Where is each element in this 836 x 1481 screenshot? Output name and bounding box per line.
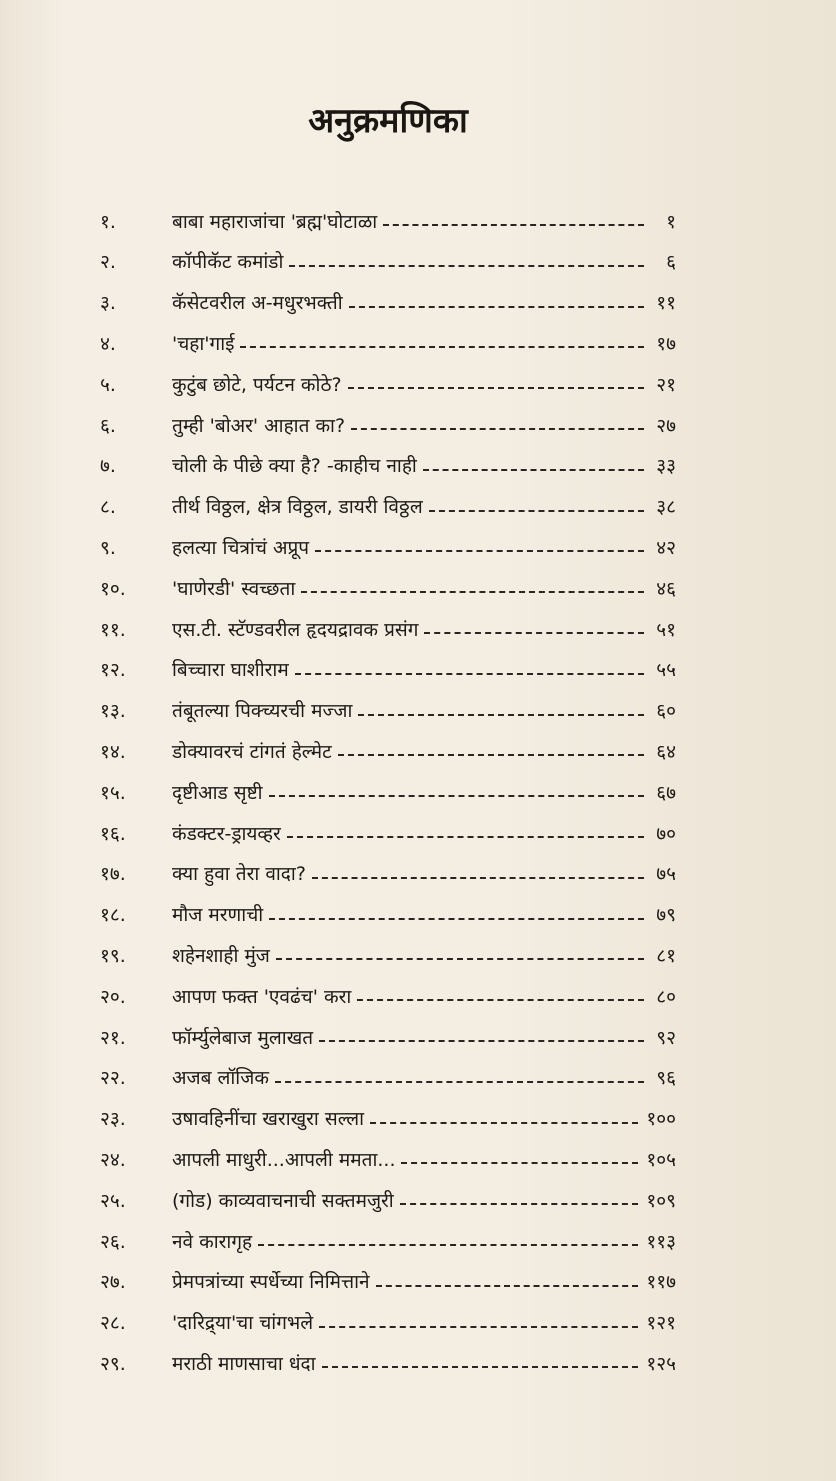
toc-entry <box>100 855 676 895</box>
toc-entry-number: २९. <box>100 1352 126 1375</box>
toc-entry-number: ९. <box>100 536 116 559</box>
toc-entry-page: ४२ <box>656 536 676 559</box>
toc-entry-page: १२१ <box>646 1312 676 1335</box>
toc-entry-page: ६० <box>656 700 676 723</box>
toc-entry-number: ७. <box>100 455 116 478</box>
toc-entry <box>100 1181 676 1221</box>
toc-entry <box>100 1140 676 1180</box>
toc-entry-number: २. <box>100 251 116 274</box>
dotted-leader <box>301 591 644 593</box>
toc-entry-title: कंडक्टर-ड्रायव्हर <box>172 822 281 845</box>
toc-entry-number: १९. <box>100 944 126 967</box>
toc-entry-title: अजब लॉजिक <box>172 1067 269 1090</box>
toc-entry-page: ३३ <box>656 455 676 478</box>
dotted-leader <box>275 1081 644 1083</box>
toc-entry <box>100 692 676 732</box>
toc-entry-title: तंबूतल्या पिक्च्यरची मज्जा <box>172 700 353 723</box>
toc-entry-title: हलत्या चित्रांचं अप्रूप <box>172 536 310 559</box>
toc-entry-page: ७९ <box>656 904 676 927</box>
dotted-leader <box>383 224 644 226</box>
toc-entry-page: २७ <box>656 414 676 437</box>
toc-entry-number: ५. <box>100 373 116 396</box>
page-title: अनुक्रमणिका <box>308 101 468 141</box>
toc-entry-number: २५. <box>100 1189 126 1212</box>
toc-entry-title: बिच्चारा घाशीराम <box>172 659 289 682</box>
dotted-leader <box>358 714 644 716</box>
dotted-leader <box>295 673 644 675</box>
toc-entry-title: एस.टी. स्टॅण्डवरील हृदयद्रावक प्रसंग <box>172 618 419 641</box>
toc-entry <box>100 243 676 283</box>
dotted-leader <box>401 1162 638 1164</box>
toc-entry-number: १८. <box>100 904 126 927</box>
toc-entry-number: २४. <box>100 1148 126 1171</box>
toc-entry <box>100 1304 676 1344</box>
toc-entry-number: १६. <box>100 822 126 845</box>
toc-entry-page: १०९ <box>646 1189 676 1212</box>
toc-entry <box>100 488 676 528</box>
toc-entry-number: २७. <box>100 1271 126 1294</box>
toc-entry-title: आपली माधुरी...आपली ममता... <box>172 1148 396 1171</box>
toc-entry-title: मराठी माणसाचा धंदा <box>172 1352 316 1375</box>
toc-entry-title: नवे कारागृह <box>172 1230 253 1253</box>
toc-entry-number: १०. <box>100 577 126 600</box>
toc-entry <box>100 732 676 772</box>
toc-entry-number: २१. <box>100 1026 126 1049</box>
toc-entry <box>100 365 676 405</box>
dotted-leader <box>258 1244 638 1246</box>
toc-entry-page: ६ <box>666 251 676 274</box>
dotted-leader <box>322 1366 639 1368</box>
toc-entry-page: ११३ <box>646 1230 676 1253</box>
toc-entry <box>100 528 676 568</box>
toc-entry-title: तुम्ही 'बोअर' आहात का? <box>172 414 346 437</box>
toc-entry-page: ८० <box>656 985 676 1008</box>
toc-entry <box>100 1100 676 1140</box>
toc-entry-title: 'घाणेरडी' स्वच्छता <box>172 577 296 600</box>
toc-entry-page: १२५ <box>646 1352 676 1375</box>
dotted-leader <box>287 836 644 838</box>
toc-entry-title: कुटुंब छोटे, पर्यटन कोठे? <box>172 373 342 396</box>
toc-entry-page: १ <box>666 210 676 233</box>
toc-entry-title: डोक्यावरचं टांगतं हेल्मेट <box>172 740 332 763</box>
toc-entry-title: 'चहा'गाई <box>172 332 235 355</box>
toc-entry-number: ३. <box>100 292 116 315</box>
toc-entry-title: क्या हुवा तेरा वादा? <box>172 863 306 886</box>
toc-entry-page: ७० <box>656 822 676 845</box>
toc-entry <box>100 773 676 813</box>
toc-entry-title: कॅसेटवरील अ-मधुरभक्ती <box>172 292 343 315</box>
toc-entry <box>100 284 676 324</box>
dotted-leader <box>312 877 644 879</box>
toc-entry-number: १४. <box>100 740 126 763</box>
toc-entry-number: ८. <box>100 496 116 519</box>
dotted-leader <box>319 1040 644 1042</box>
toc-entry-title: मौज मरणाची <box>172 904 264 927</box>
toc-entry-page: १०५ <box>646 1148 676 1171</box>
toc-entry <box>100 651 676 691</box>
toc-entry-number: २२. <box>100 1067 126 1090</box>
toc-entry-title: फॉर्म्युलेबाज मुलाखत <box>172 1026 314 1049</box>
toc-entry-number: १७. <box>100 863 126 886</box>
toc-entry <box>100 324 676 364</box>
toc-entry-page: ९६ <box>656 1067 676 1090</box>
toc-entry <box>100 406 676 446</box>
dotted-leader <box>269 795 644 797</box>
dotted-leader <box>424 632 644 634</box>
toc-entry-number: १. <box>100 210 116 233</box>
toc-entry-page: ११ <box>656 292 676 315</box>
toc-entry-page: ८१ <box>656 944 676 967</box>
dotted-leader <box>400 1203 639 1205</box>
dotted-leader <box>269 918 644 920</box>
toc-entry-title: 'दारिद्र्या'चा चांगभले <box>172 1312 314 1335</box>
dotted-leader <box>276 958 644 960</box>
toc-entry-number: १३. <box>100 700 126 723</box>
toc-entry-page: ४६ <box>656 577 676 600</box>
dotted-leader <box>289 265 644 267</box>
toc-entry-title: आपण फक्त 'एवढंच' करा <box>172 985 352 1008</box>
dotted-leader <box>376 1285 639 1287</box>
toc-entry-page: ९२ <box>656 1026 676 1049</box>
toc-entry <box>100 1059 676 1099</box>
toc-entry-page: ३८ <box>656 496 676 519</box>
toc-entry <box>100 569 676 609</box>
toc-entry <box>100 814 676 854</box>
toc-entry-title: चोली के पीछे क्या है? -काहीच नाही <box>172 455 417 478</box>
toc-entry-page: ६७ <box>656 781 676 804</box>
toc-entry-number: २३. <box>100 1108 126 1131</box>
dotted-leader <box>370 1122 638 1124</box>
toc-entry <box>100 977 676 1017</box>
toc-entry-title: प्रेमपत्रांच्या स्पर्धेच्या निमित्ताने <box>172 1271 370 1294</box>
toc-entry <box>100 610 676 650</box>
toc-entry-number: ६. <box>100 414 116 437</box>
toc-entry-page: १०० <box>646 1108 676 1131</box>
toc-entry-number: ४. <box>100 332 116 355</box>
toc-entry-page: ६४ <box>656 740 676 763</box>
toc-entry <box>100 1018 676 1058</box>
toc-entry-title: शहेनशाही मुंज <box>172 944 270 967</box>
toc-entry <box>100 1222 676 1262</box>
toc-entry <box>100 447 676 487</box>
toc-entry-number: १२. <box>100 659 126 682</box>
toc-entry <box>100 1344 676 1384</box>
dotted-leader <box>357 999 644 1001</box>
toc-entry-title: दृष्टीआड सृष्टी <box>172 781 263 804</box>
toc-entry-page: ५५ <box>656 659 676 682</box>
dotted-leader <box>338 754 644 756</box>
dotted-leader <box>351 428 644 430</box>
dotted-leader <box>319 1326 638 1328</box>
dotted-leader <box>349 306 644 308</box>
toc-entry-title: तीर्थ विठ्ठल, क्षेत्र विठ्ठल, डायरी विठ्ठल <box>172 496 423 519</box>
toc-entry-number: १५. <box>100 781 126 804</box>
toc-entry <box>100 202 676 242</box>
toc-entry-number: २८. <box>100 1312 126 1335</box>
toc-entry-page: ११७ <box>646 1271 676 1294</box>
toc-entry <box>100 1263 676 1303</box>
dotted-leader <box>240 346 644 348</box>
toc-entry-page: १७ <box>656 332 676 355</box>
toc-entry-title: बाबा महाराजांचा 'ब्रह्म'घोटाळा <box>172 210 378 233</box>
toc-entry-page: ७५ <box>656 863 676 886</box>
toc-entry-number: २६. <box>100 1230 126 1253</box>
toc-entry-number: ११. <box>100 618 126 641</box>
dotted-leader <box>315 550 644 552</box>
dotted-leader <box>348 387 644 389</box>
toc-entry-title: (गोड) काव्यवाचनाची सक्तमजुरी <box>172 1189 394 1212</box>
toc-entry <box>100 936 676 976</box>
toc-entry-title: उषावहिनींचा खराखुरा सल्ला <box>172 1108 365 1131</box>
toc-entry <box>100 896 676 936</box>
dotted-leader <box>423 469 644 471</box>
toc-entry-number: २०. <box>100 985 126 1008</box>
toc-entry-page: २१ <box>656 373 676 396</box>
dotted-leader <box>429 510 644 512</box>
toc-entry-page: ५१ <box>656 618 676 641</box>
toc-entry-title: कॉपीकॅट कमांडो <box>172 251 284 274</box>
